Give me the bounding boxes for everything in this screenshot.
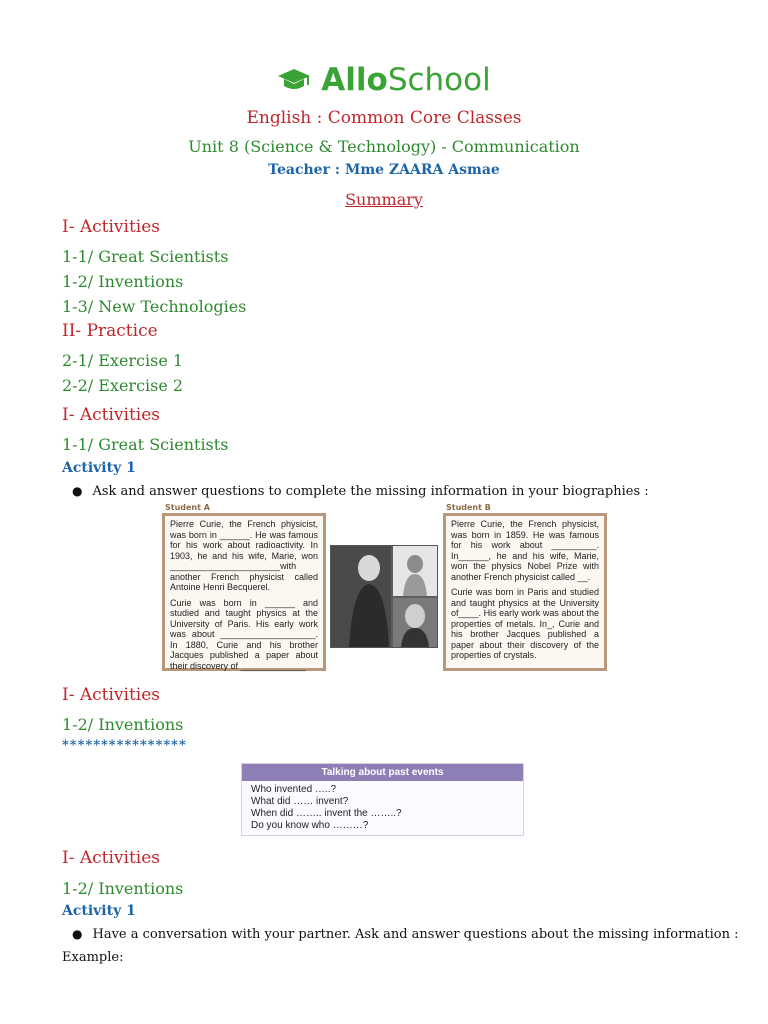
toc-item-1-3: 1-3/ New Technologies	[62, 297, 247, 316]
toc-item-1-2: 1-2/ Inventions	[62, 272, 184, 291]
student-a-card	[162, 513, 326, 671]
section-heading: I- Activities	[62, 685, 161, 705]
curie-photo	[330, 545, 438, 648]
star-separator: ****************	[62, 738, 187, 753]
student-b-paragraph-2: Curie was born in Paris and studied and taught physics at the University of____. His early work was about the properties of metals. In_, Curie and his brother Jacques published a paper about their discovery of the properties of crystals.	[451, 587, 599, 660]
student-b-card	[443, 513, 607, 671]
phrase-line: When did …….. invent the ……..?	[251, 808, 402, 819]
section-heading: I- Activities	[62, 848, 161, 868]
student-a-paragraph-1: Pierre Curie, the French physicist, was born in ______. He was famous for his work about radioactivity. In 1903, he and his wife, Marie, won ______________________with another French physicist called Antoine Henri Becquerel.	[170, 519, 318, 592]
example-label: Example:	[62, 950, 124, 965]
student-b-label: Student B	[446, 503, 491, 512]
curie-photo-illustration	[331, 546, 437, 647]
toc-section-1: I- Activities	[62, 217, 161, 237]
phrase-line: Who invented …..?	[251, 784, 337, 795]
phrases-box	[241, 763, 524, 836]
subsection-heading: 1-2/ Inventions	[62, 879, 184, 898]
student-a-label: Student A	[165, 503, 210, 512]
alloschool-logo	[0, 62, 768, 98]
phrase-line: Do you know who ………?	[251, 820, 369, 831]
subsection-heading: 1-1/ Great Scientists	[62, 435, 229, 454]
bullet-icon: ●	[72, 927, 83, 941]
phrase-line: What did …… invent?	[251, 796, 349, 807]
toc-section-2: II- Practice	[62, 321, 158, 341]
instruction-text: Ask and answer questions to complete the missing information in your biographies :	[92, 484, 649, 499]
page-title: English : Common Core Classes	[246, 108, 522, 128]
toc-item-2-1: 2-1/ Exercise 1	[62, 351, 184, 370]
toc-item-2-2: 2-2/ Exercise 2	[62, 376, 184, 395]
instruction-bullet	[72, 484, 649, 499]
student-b-paragraph-1: Pierre Curie, the French physicist, was born in 1859. He was famous for his work about _________. In______, he and his wife, Marie, won the physics Nobel Prize with another French physicist called __.	[451, 519, 599, 582]
phrases-box-title: Talking about past events	[242, 764, 523, 781]
graduation-cap-icon	[277, 67, 311, 93]
toc-item-1-1: 1-1/ Great Scientists	[62, 247, 229, 266]
instruction-bullet	[72, 927, 739, 942]
teacher-name: Teacher : Mme ZAARA Asmae	[268, 162, 500, 178]
subsection-heading: 1-2/ Inventions	[62, 715, 184, 734]
section-heading: I- Activities	[62, 405, 161, 425]
summary-heading: Summary	[345, 190, 423, 209]
bullet-icon: ●	[72, 484, 83, 498]
activity-heading: Activity 1	[62, 903, 136, 919]
logo-text: AlloSchool	[321, 62, 491, 98]
activity-heading: Activity 1	[62, 460, 136, 476]
instruction-text: Have a conversation with your partner. Ask and answer questions about the missing information :	[92, 927, 739, 942]
student-a-paragraph-2: Curie was born in ______ and studied and taught physics at the University of Paris. His early work was about ___________________. In 1880, Curie and his brother Jacques published a paper about their discovery of _____________	[170, 597, 318, 671]
unit-title: Unit 8 (Science & Technology) - Communication	[188, 137, 580, 156]
